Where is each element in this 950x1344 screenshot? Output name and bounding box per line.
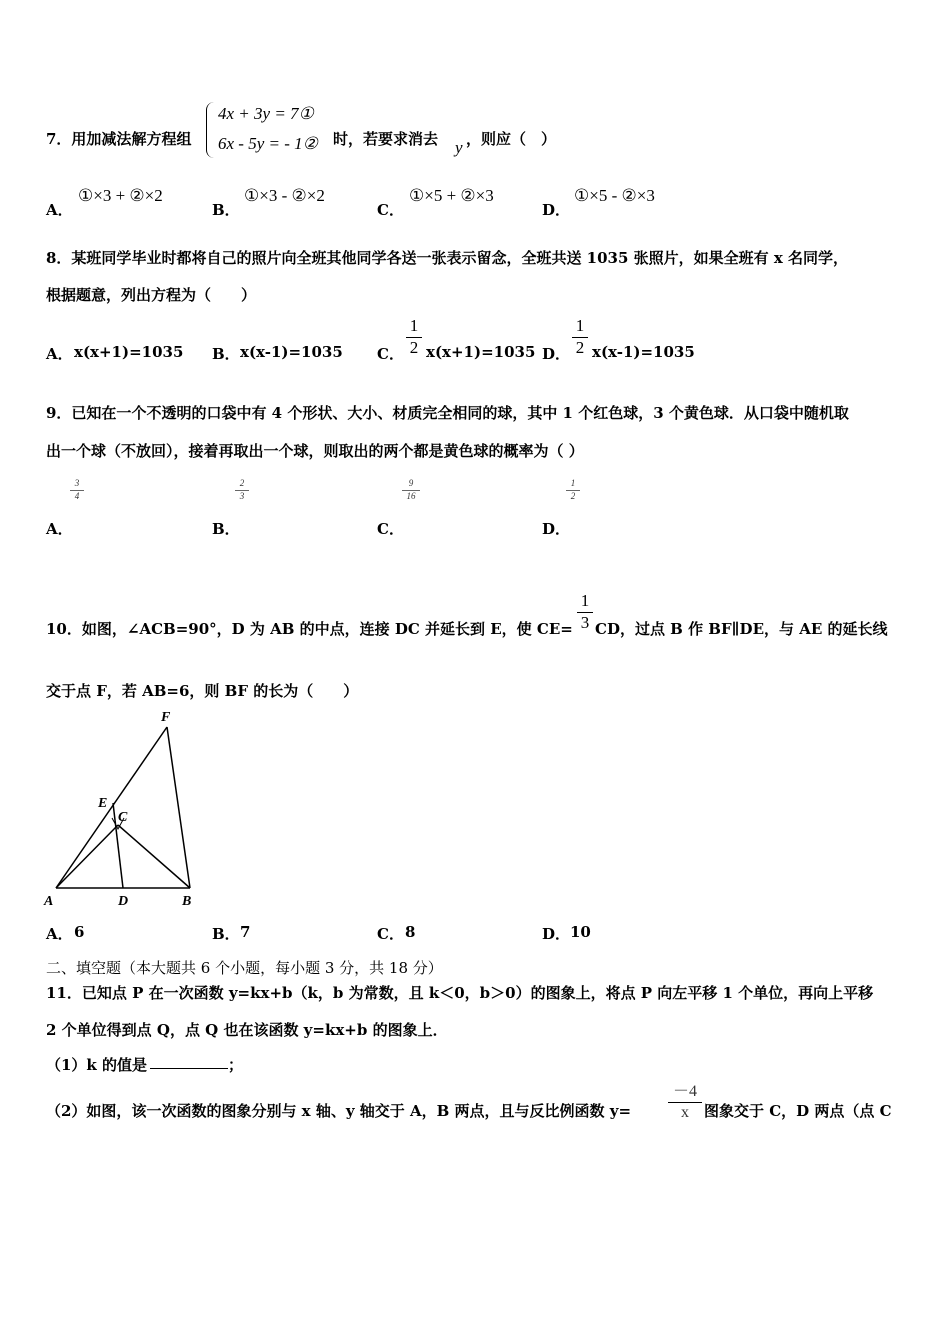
q8-option-c-fraction (406, 317, 422, 357)
q8-line-1: 8．某班同学毕业时都将自己的照片向全班其他同学各送一张表示留念，全班共送 1035 张照片，如果全班有 x 名同学， (46, 249, 849, 267)
fraction-numerator: －4 (672, 1083, 697, 1100)
fraction-denominator: 2 (409, 337, 419, 357)
fraction-denominator: 2 (575, 337, 585, 357)
q7-stem-suffix: ，则应（ ） (466, 130, 557, 148)
fraction-bar (668, 1102, 702, 1103)
q8-option-c-label: C． (377, 345, 404, 363)
q7-option-a-expr: ①×3 + ②×2 (78, 186, 163, 205)
q10-line-1-part-b: CD，过点 B 作 BF∥DE，与 AE 的延长线 (595, 620, 888, 638)
q8-option-b-label: B． (212, 345, 240, 363)
q8-option-a-text: x(x+1)=1035 (74, 343, 184, 361)
q8-option-d-fraction (572, 317, 588, 357)
fraction-numerator: 3 (74, 478, 80, 488)
q9-option-d-label: D． (542, 520, 571, 538)
fraction-numerator: 1 (409, 316, 419, 335)
label-f: F (161, 710, 171, 725)
q11-line-1: 11．已知点 P 在一次函数 y=kx+b（k，b 为常数，且 k＜0，b＞0）的图象上，将点 P 向左平移 1 个单位，再向上平移 (46, 984, 874, 1002)
q11-part-2-text: （2）如图，该一次函数的图象分别与 x 轴、y 轴交于 A，B 两点，且与反比例函数 y= (46, 1102, 632, 1120)
q7-stem-mid: 时，若要求消去 (333, 130, 439, 148)
q10-fraction (577, 592, 593, 632)
q10-line-1-part-a: 10．如图，∠ACB=90°，D 为 AB 的中点，连接 DC 并延长到 E，使 CE= (46, 620, 573, 638)
fraction-denominator: 16 (406, 490, 416, 501)
q9-option-a-fraction (70, 479, 84, 502)
segment-cb (118, 825, 190, 888)
q7-stem-prefix: 7．用加减法解方程组 (46, 130, 192, 148)
segment-ac (56, 825, 118, 888)
q9-option-b-label: B． (212, 520, 240, 538)
q9-line-1: 9．已知在一个不透明的口袋中有 4 个形状、大小、材质完全相同的球，其中 1 个红色球，3 个黄色球．从口袋中随机取 (46, 404, 849, 422)
q10-option-c-label: C． (377, 925, 404, 943)
q11-line-2: 2 个单位得到点 Q，点 Q 也在该函数 y=kx+b 的图象上． (46, 1021, 448, 1039)
q10-option-b-label: B． (212, 925, 240, 943)
q11-part-1-label: （1）k 的值是 (46, 1056, 148, 1074)
segment-af (56, 727, 167, 888)
q7-variable: y (455, 138, 463, 157)
q8-option-c-text: x(x+1)=1035 (426, 343, 536, 361)
q7-equation-1: 4x + 3y = 7① (218, 104, 314, 123)
q7-equation-2: 6x - 5y = - 1② (218, 134, 318, 153)
q10-option-c-text: 8 (405, 923, 416, 941)
q8-option-d-text: x(x-1)=1035 (592, 343, 695, 361)
segment-fb (167, 727, 190, 888)
label-c: C (118, 810, 128, 825)
fraction-denominator: 2 (570, 490, 576, 501)
q9-option-c-label: C． (377, 520, 404, 538)
equation-brace (206, 102, 215, 158)
fraction-numerator: 9 (408, 478, 414, 488)
q7-option-a-label: A． (46, 201, 73, 219)
q7-option-c-expr: ①×5 + ②×3 (409, 186, 494, 205)
label-e: E (98, 796, 108, 811)
q9-option-c-fraction (402, 479, 420, 502)
label-b: B (182, 894, 192, 909)
fraction-numerator: 1 (575, 316, 585, 335)
q8-option-d-label: D． (542, 345, 571, 363)
q8-line-2: 根据题意，列出方程为（ ） (46, 286, 257, 304)
q7-option-b-expr: ①×3 - ②×2 (244, 186, 325, 205)
q7-option-b-label: B． (212, 201, 240, 219)
q10-option-a-label: A． (46, 925, 73, 943)
fraction-denominator: x (681, 1103, 689, 1121)
q10-option-a-text: 6 (74, 923, 85, 941)
fraction-numerator: 1 (570, 478, 576, 488)
label-d: D (118, 894, 129, 909)
q9-option-b-fraction (235, 479, 249, 502)
q8-option-a-label: A． (46, 345, 73, 363)
q8-option-b-text: x(x-1)=1035 (240, 343, 343, 361)
q9-option-d-fraction (566, 479, 580, 502)
q10-option-d-text: 10 (570, 923, 591, 941)
q9-option-a-label: A． (46, 520, 73, 538)
fraction-denominator: 3 (239, 490, 245, 501)
q10-option-d-label: D． (542, 925, 571, 943)
q10-line-2: 交于点 F，若 AB=6，则 BF 的长为（ ） (46, 682, 359, 700)
q9-line-2: 出一个球（不放回），接着再取出一个球，则取出的两个都是黄色球的概率为（ ） (46, 442, 584, 460)
q7-option-d-expr: ①×5 - ②×3 (574, 186, 655, 205)
fraction-denominator: 3 (580, 612, 590, 632)
q11-part-2-suffix: 图象交于 C，D 两点（点 C (704, 1102, 892, 1120)
label-a: A (44, 894, 54, 909)
answer-blank[interactable] (150, 1068, 228, 1069)
q10-option-b-text: 7 (240, 923, 251, 941)
geometry-figure (40, 705, 210, 915)
q11-fraction (668, 1083, 702, 1121)
q7-option-d-label: D． (542, 201, 571, 219)
fraction-numerator: 2 (239, 478, 245, 488)
section-title: 二、填空题（本大题共 6 个小题，每小题 3 分，共 18 分） (46, 959, 443, 977)
fraction-denominator: 4 (74, 490, 80, 501)
q7-option-c-label: C． (377, 201, 404, 219)
fraction-numerator: 1 (580, 591, 590, 610)
q11-part-1-suffix: ； (228, 1056, 244, 1074)
